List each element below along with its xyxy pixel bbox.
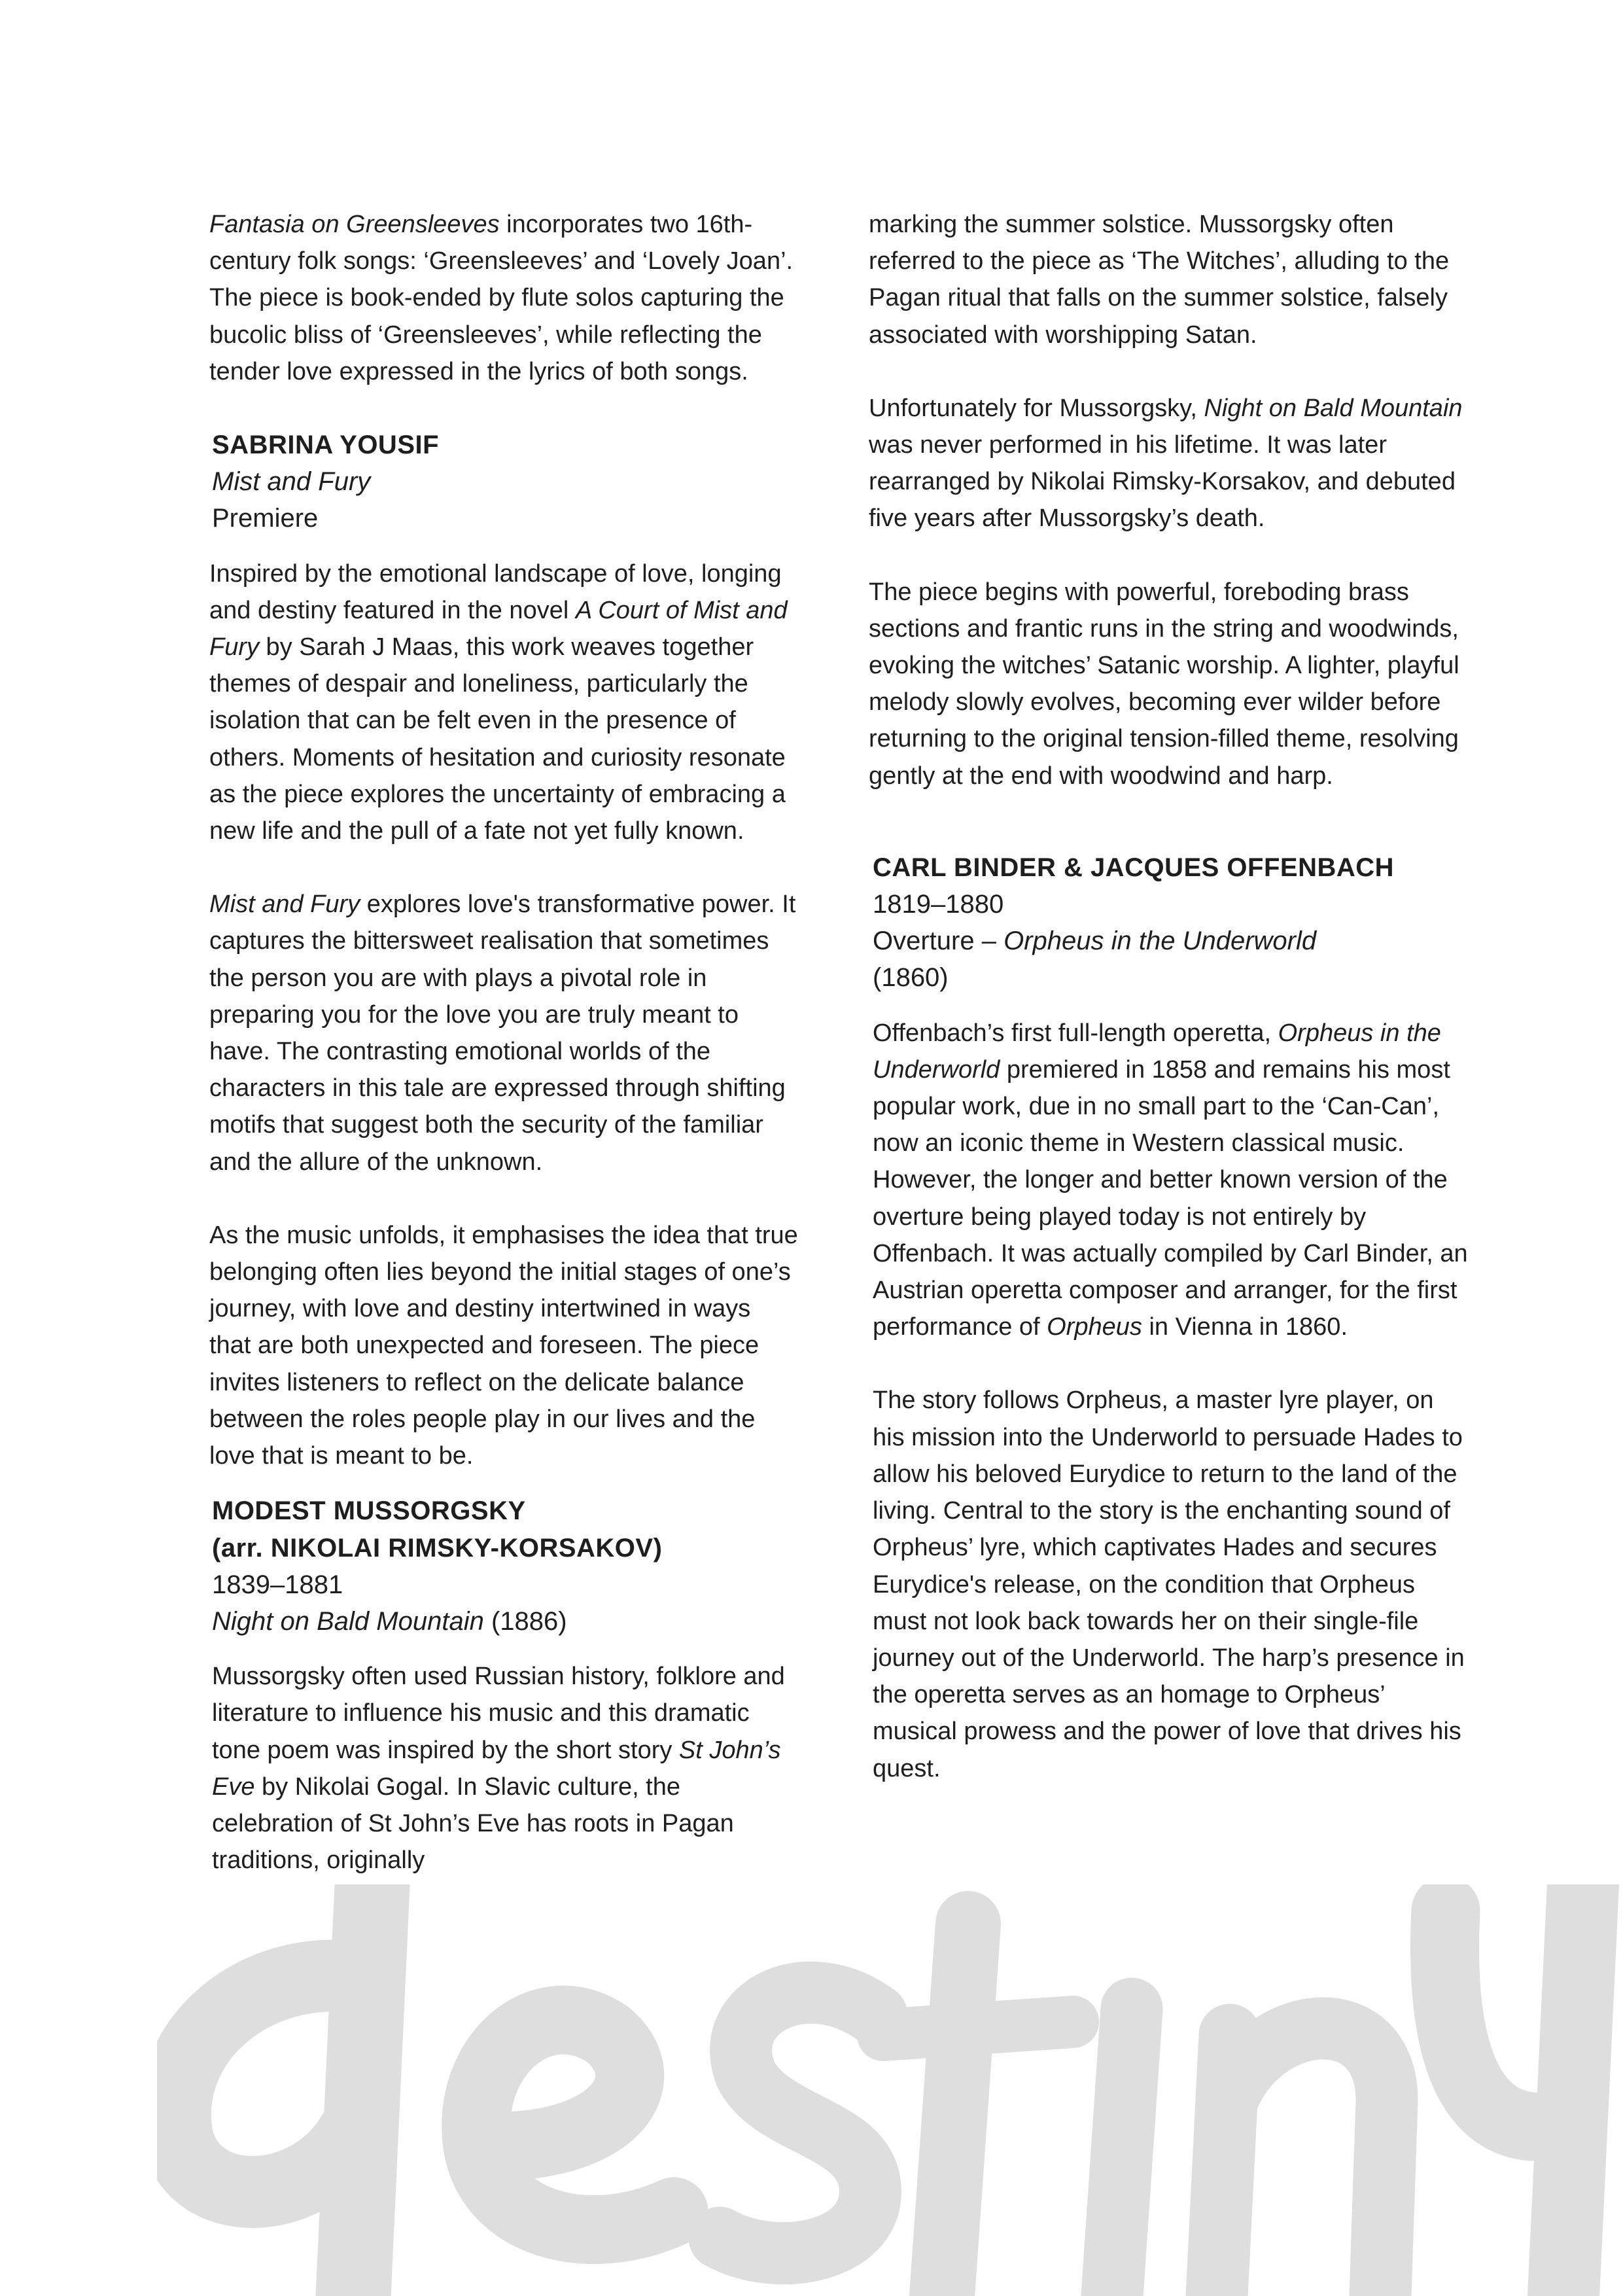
composer-dates: 1819–1880 — [873, 890, 1004, 919]
composer-heading-offenbach — [869, 849, 1471, 997]
greensleeves-paragraph — [209, 206, 798, 390]
mussorgsky-paragraph-2: marking the summer solstice. Mussorgsky often referred to the piece as ‘The Witches’, alluding to the Pagan ritual that falls on the summer solstice, falsely associated with worshipping Satan. — [869, 211, 1450, 349]
work-title: Overture – Orpheus in the Underworld — [873, 927, 1317, 956]
destiny-watermark — [157, 1884, 1623, 2296]
work-year: (1860) — [873, 963, 949, 993]
work-title: Mist and Fury — [212, 467, 371, 497]
composer-name: CARL BINDER & JACQUES OFFENBACH — [873, 853, 1395, 882]
left-column — [209, 206, 798, 1879]
mussorgsky-paragraph-1: Mussorgsky often used Russian history, folklore and literature to influence his music and this dramatic tone poem was inspired by the short story St John’s Eve by Nikolai Gogal. In Slavic culture, the celebration of St John’s Eve has roots in Pagan traditions, originally — [212, 1663, 785, 1875]
right-column — [869, 206, 1471, 1787]
arranger-name: (arr. NIKOLAI RIMSKY-KORSAKOV) — [212, 1533, 663, 1563]
offenbach-paragraph-2: The story follows Orpheus, a master lyre player, on his mission into the Underworld to persuade Hades to allow his beloved Eurydice to return to the land of the living. Central to the story is the enchanting sound of Orpheus’ lyre, which captivates Hades and secures Eurydice's release, on the condition that Orpheus must not look back towards her on their single-file journey out of the Underworld. The harp’s presence in the operetta serves as an homage to Orpheus’ musical prowess and the power of love that drives his quest. — [873, 1386, 1465, 1782]
composer-name: SABRINA YOUSIF — [212, 431, 440, 460]
mussorgsky-paragraph-4: The piece begins with powerful, foreboding brass sections and frantic runs in the string and woodwinds, evoking the witches’ Satanic worship. A lighter, playful melody slowly evolves, becoming ever wilder before returning to the original tension-filled theme, resolving gently at the end with woodwind and harp. — [869, 578, 1459, 790]
composer-dates: 1839–1881 — [212, 1570, 343, 1599]
yousif-paragraph-3: As the music unfolds, it emphasises the idea that true belonging often lies beyond the initial stages of one’s journey, with love and destiny intertwined in ways that are both unexpected and foreseen. The piece invites listeners to reflect on the delicate balance between the roles people play in our lives and the love that is meant to be. — [209, 1221, 798, 1470]
premiere-note: Premiere — [212, 504, 319, 533]
work-title: Night on Bald Mountain (1886) — [212, 1606, 567, 1636]
yousif-paragraph-2: Mist and Fury explores love's transformative power. It captures the bittersweet realisation that sometimes the person you are with plays a pivotal role in preparing you for the love you are truly meant to have. The contrasting emotional worlds of the characters in this tale are expressed through shifting motifs that suggest both the security of the familiar and the allure of the unknown. — [209, 891, 796, 1176]
composer-heading-mussorgsky — [209, 1492, 798, 1640]
yousif-paragraph-1: Inspired by the emotional landscape of love, longing and destiny featured in the novel A Court of Mist and Fury by Sarah J Maas, this work weaves together themes of despair and loneliness, particularly the isolation that can be felt even in the presence of others. Moments of hesitation and curiosity resonate as the piece explores the uncertainty of embracing a new life and the pull of a fate not yet fully known. — [209, 559, 788, 845]
composer-name: MODEST MUSSORGSKY — [212, 1496, 526, 1526]
offenbach-paragraph-1: Offenbach’s first full-length operetta, Orpheus in the Underworld premiered in 1858 and remains his most popular work, due in no small part to the ‘Can-Can’, now an iconic theme in Western classical music. However, the longer and better known version of the overture being played today is not entirely by Offenbach. It was actually compiled by Carl Binder, an Austrian operetta composer and arranger, for the first performance of Orpheus in Vienna in 1860. — [873, 1019, 1468, 1341]
paragraph-text: incorporates two 16th-century folk songs: ‘Greensleeves’ and ‘Lovely Joan’. The piece is book-ended by flute solos capturing the bucolic bliss of ‘Greensleeves’, while reflecting the tender love expressed in the lyrics of both songs. — [209, 211, 794, 385]
mussorgsky-paragraph-3: Unfortunately for Mussorgsky, Night on Bald Mountain was never performed in his lifetime. It was later rearranged by Nikolai Rimsky-Korsakov, and debuted five years after Mussorgsky’s death. — [869, 394, 1463, 533]
composer-heading-yousif — [209, 427, 798, 537]
work-title-italic: Fantasia on Greensleeves — [209, 211, 500, 238]
